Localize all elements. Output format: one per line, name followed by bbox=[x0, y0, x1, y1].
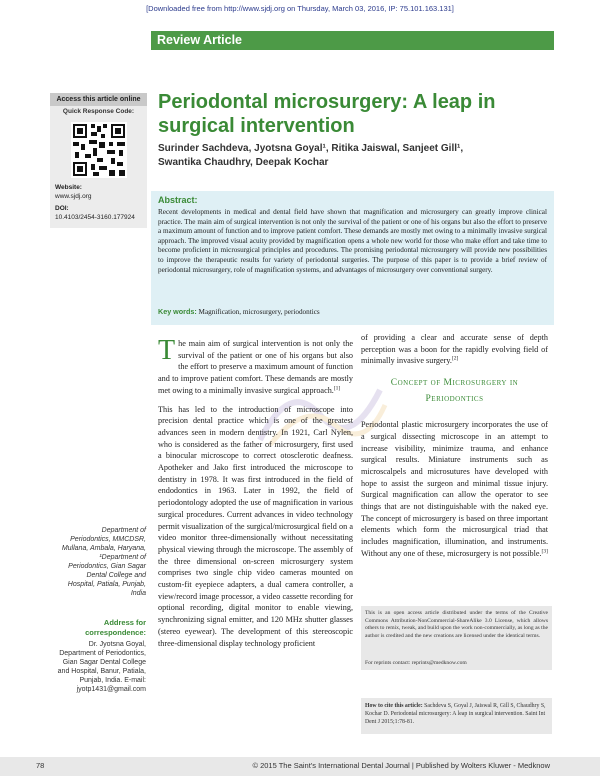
download-note: [Downloaded free from http://www.sjdj.org on Thursday, March 03, 2016, IP: 75.101.163.131] bbox=[146, 4, 454, 13]
doi-label: DOI: bbox=[55, 205, 69, 212]
abstract-body: Recent developments in medical and dental field have shown that magnification and microsurgery can greatly improve clinical practice. The main aim of surgical intervention is not only the survival of the patient or one of his organs but also the effort to preserve a maximum amount of function and to improve patient comfort. These demands are mostly met owing to a minimally invasive surgical approach. The improved visual acuity provided by magnification opens a whole new world for those who make effort and take time to become proficient in microsurgical principles and procedures. The promising periodontal microsurgery will provide new possibilities to improve the therapeutic results for variety of periodontal surgeries. The purpose of this paper is to provide a brief review of periodontal microsurgery, role of magnification systems, and advantages of microsurgery over conventional surgery. bbox=[158, 208, 547, 274]
drop-cap: T bbox=[158, 335, 176, 366]
keywords-label: Key words: bbox=[158, 307, 197, 316]
citation-body: Sachdeva S, Goyal J, Jaiswal R, Gill S, Chaudhry S, Kochar D. Periodontal microsurgery: A leap in surgical intervention. Saint Int Dent J 2015;1:78-81. bbox=[365, 703, 546, 725]
ref-1[interactable]: [1] bbox=[333, 385, 341, 392]
abstract-box bbox=[151, 191, 554, 325]
section-banner bbox=[151, 31, 554, 50]
open-access-box bbox=[361, 606, 552, 670]
website-label: Website: bbox=[55, 184, 82, 191]
citation-label: How to cite this article: bbox=[365, 703, 423, 709]
paragraph-1-text: he main aim of surgical intervention is not only the survival of the patient or one of his organs but also the effort to preserve a maximum amount of function and to improve patient comfort. These demands are mostly met owing to a minimally invasive surgical approach. bbox=[158, 339, 353, 395]
publisher-line: © 2015 The Saint's International Dental Journal | Published by Wolters Kluwer - Medknow bbox=[252, 761, 550, 770]
page-number: 78 bbox=[36, 761, 45, 770]
doi-value[interactable]: 10.4103/2454-3160.177924 bbox=[55, 214, 135, 221]
article-title: Periodontal microsurgery: A leap in surgical intervention bbox=[158, 91, 496, 137]
paragraph-4 bbox=[361, 419, 548, 559]
body-column-right bbox=[361, 332, 548, 567]
correspondence-label bbox=[60, 618, 146, 638]
paragraph-4-text: Periodontal plastic microsurgery incorporates the use of a surgical dissecting microscope in an attempt to increase visibility, minimize trauma, and enhance surgical results. Miniature instruments such as microscalpels and microsutures have developed with hope to assist the surgeon and minimal tissue injury. Surgical magnification can allow the operator to see things that are not distinguishable with the naked eye. The concept of microsurgery is based on three important elements which form the microsurgical triad that includes magnification, illumination, and instruments. Without any one of these, microsurgery is not possible. bbox=[361, 420, 548, 558]
correspondence-label-line-1: Address for bbox=[103, 618, 146, 627]
keywords bbox=[158, 307, 547, 318]
ref-3[interactable]: [3] bbox=[541, 548, 548, 555]
affiliation: Department of Periodontics, MMCDSR, Mullana, Ambala, Haryana, ¹Department of Periodontics, Gian Sagar Dental College and Hospital, Patiala, Punjab, India bbox=[61, 527, 146, 597]
section-heading-line-1: Concept of Microsurgery in bbox=[390, 378, 519, 389]
correspondence-address: Dr. Jyotsna Goyal, Department of Periodontics, Gian Sagar Dental College and Hospital, Banur, Patiala, Punjab, India. E-mail: jyotp1431@gmail.com bbox=[57, 641, 146, 693]
author-list bbox=[158, 142, 488, 170]
abstract-heading: Abstract: bbox=[158, 195, 198, 205]
qr-code-icon bbox=[71, 122, 127, 178]
access-heading: Access this article online bbox=[50, 93, 147, 106]
citation-box bbox=[361, 698, 552, 734]
reprints-contact: For reprints contact: reprints@medknow.com bbox=[365, 660, 467, 666]
section-heading-line-2: Periodontics bbox=[425, 394, 484, 405]
citation-text bbox=[365, 702, 548, 726]
page-footer bbox=[0, 757, 600, 776]
qr-label: Quick Response Code: bbox=[62, 108, 135, 115]
paragraph-3-text: of providing a clear and accurate sense of depth perception was a boon for the rapidly evolving field of minimally invasive surgery. bbox=[361, 333, 548, 366]
authors-line-2: Swantika Chaudhry, Deepak Kochar bbox=[158, 157, 329, 168]
website-link[interactable]: www.sjdj.org bbox=[55, 193, 92, 200]
paragraph-2: This has led to the introduction of microscope into precision dental practice which is one of the greatest advances seen in modern dentistry. In 1921, Carl Nylen, who is considered as the father of microsurgery, first used a binocular microscope to correct otosclerotic deafness. Apotheker and Jako first introduced the microscope to dentistry in 1978. It was first introduced in the field of endodontics in 1963. Later in 1992, the field of periodontology adopted the use of magnification in various surgical procedures. Current advances in video technology permit visualization of the surgical/microsurgical field on a video monitor three-dimensionally without necessitating physical viewing through the microscope. The assembly of the three dimensional on-screen microsurgery system comprises two single chip video cameras mounted on custom-fit eyepiece adapters, a dual camera controller, a view/record image processor, a video cassette recording for optional recording, digital monitor to enable viewing, synchronizing signal emitter, and 120 MHz shutter glasses (stereo eyewear). The development of this stereoscopic three-dimensional display technology proficient bbox=[158, 404, 353, 648]
correspondence-label-line-2: correspondence: bbox=[85, 628, 146, 637]
section-label: Review Article bbox=[157, 33, 242, 47]
authors-line-1: Surinder Sachdeva, Jyotsna Goyal¹, Ritika Jaiswal, Sanjeet Gill¹, bbox=[158, 143, 464, 154]
section-heading bbox=[361, 375, 548, 407]
access-online-box bbox=[50, 93, 147, 228]
open-access-text: This is an open access article distributed under the terms of the Creative Commons Attribution-NonCommercial-ShareAlike 3.0 License, which allows others to remix, tweak, and build upon the work non-commercially, as long as the author is credited and the new creations are licensed under the identical terms. bbox=[365, 610, 548, 639]
ref-2[interactable]: [2] bbox=[451, 355, 459, 362]
body-column-left bbox=[158, 335, 353, 656]
keywords-text: Magnification, microsurgery, periodontics bbox=[198, 308, 320, 316]
paragraph-3 bbox=[361, 332, 548, 367]
paragraph-intro bbox=[158, 335, 353, 397]
